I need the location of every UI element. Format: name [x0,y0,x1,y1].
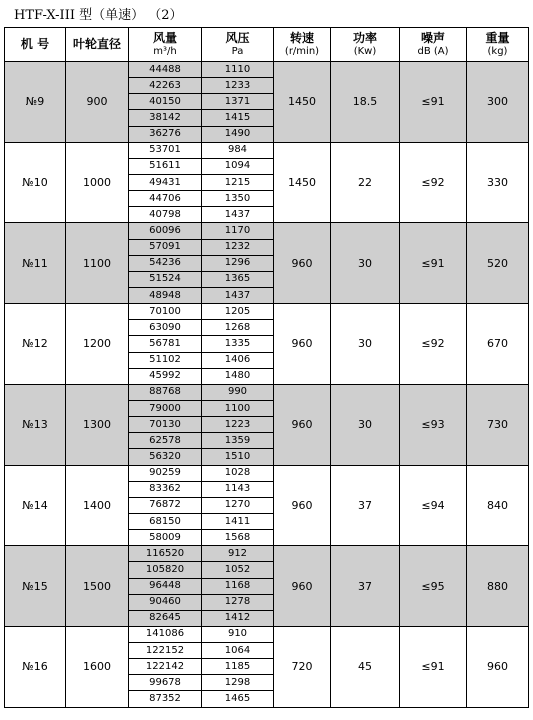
noise-cell: ≤95 [400,546,467,627]
noise-cell: ≤91 [400,62,467,143]
header-flow: 风量 m³/h [129,28,202,62]
weight-cell: 960 [467,626,529,707]
model-cell: №13 [5,384,66,465]
flow-cell: 54236 [129,255,202,271]
table-row [5,304,529,320]
pressure-cell: 910 [202,626,274,642]
power-cell: 30 [331,304,400,385]
pressure-cell: 1406 [202,352,274,368]
flow-cell: 60096 [129,223,202,239]
header-speed: 转速 (r/min) [274,28,331,62]
header-model: 机 号 [5,28,66,62]
speed-cell: 960 [274,465,331,546]
pressure-cell: 1094 [202,158,274,174]
speed-cell: 720 [274,626,331,707]
pressure-cell: 1223 [202,417,274,433]
flow-cell: 83362 [129,481,202,497]
impeller-cell: 1200 [66,304,129,385]
flow-cell: 105820 [129,562,202,578]
table-row [5,465,529,481]
flow-cell: 88768 [129,384,202,400]
impeller-cell: 1000 [66,142,129,223]
flow-cell: 40798 [129,207,202,223]
impeller-cell: 1300 [66,384,129,465]
flow-cell: 63090 [129,320,202,336]
weight-cell: 880 [467,546,529,627]
impeller-cell: 1100 [66,223,129,304]
flow-cell: 44488 [129,62,202,78]
impeller-cell: 1400 [66,465,129,546]
flow-cell: 56320 [129,449,202,465]
model-cell: №12 [5,304,66,385]
pressure-cell: 1052 [202,562,274,578]
pressure-cell: 1205 [202,304,274,320]
flow-cell: 56781 [129,336,202,352]
flow-cell: 76872 [129,497,202,513]
weight-cell: 520 [467,223,529,304]
noise-cell: ≤91 [400,626,467,707]
speed-cell: 960 [274,384,331,465]
pressure-cell: 1215 [202,174,274,190]
weight-cell: 670 [467,304,529,385]
noise-cell: ≤92 [400,142,467,223]
pressure-cell: 1371 [202,94,274,110]
pressure-cell: 1100 [202,400,274,416]
power-cell: 18.5 [331,62,400,143]
pressure-cell: 1359 [202,433,274,449]
flow-cell: 53701 [129,142,202,158]
power-cell: 37 [331,465,400,546]
flow-cell: 45992 [129,368,202,384]
pressure-cell: 1064 [202,643,274,659]
flow-cell: 96448 [129,578,202,594]
noise-cell: ≤94 [400,465,467,546]
header-row [5,28,529,62]
weight-cell: 730 [467,384,529,465]
pressure-cell: 1510 [202,449,274,465]
speed-cell: 960 [274,304,331,385]
impeller-cell: 1500 [66,546,129,627]
pressure-cell: 1350 [202,191,274,207]
pressure-cell: 1335 [202,336,274,352]
pressure-cell: 1568 [202,530,274,546]
header-power: 功率 (Kw) [331,28,400,62]
flow-cell: 122142 [129,659,202,675]
pressure-cell: 1437 [202,287,274,303]
header-impeller: 叶轮直径 [66,28,129,62]
flow-cell: 99678 [129,675,202,691]
pressure-cell: 1143 [202,481,274,497]
flow-cell: 51524 [129,271,202,287]
model-cell: №15 [5,546,66,627]
flow-cell: 42263 [129,78,202,94]
flow-cell: 51611 [129,158,202,174]
pressure-cell: 1465 [202,691,274,707]
flow-cell: 36276 [129,126,202,142]
pressure-cell: 1268 [202,320,274,336]
flow-cell: 38142 [129,110,202,126]
pressure-cell: 1411 [202,513,274,529]
flow-cell: 68150 [129,513,202,529]
weight-cell: 300 [467,62,529,143]
flow-cell: 82645 [129,610,202,626]
flow-cell: 44706 [129,191,202,207]
pressure-cell: 1233 [202,78,274,94]
pressure-cell: 912 [202,546,274,562]
pressure-cell: 1412 [202,610,274,626]
power-cell: 45 [331,626,400,707]
page-title: HTF-X-III 型（单速） （2） [14,8,183,23]
pressure-cell: 1365 [202,271,274,287]
table-row [5,384,529,400]
model-cell: №10 [5,142,66,223]
pressure-cell: 1298 [202,675,274,691]
pressure-cell: 1415 [202,110,274,126]
flow-cell: 48948 [129,287,202,303]
table-row [5,142,529,158]
power-cell: 37 [331,546,400,627]
model-cell: №14 [5,465,66,546]
flow-cell: 70100 [129,304,202,320]
pressure-cell: 1437 [202,207,274,223]
speed-cell: 960 [274,546,331,627]
pressure-cell: 990 [202,384,274,400]
flow-cell: 70130 [129,417,202,433]
header-pressure: 风压 Pa [202,28,274,62]
pressure-cell: 1296 [202,255,274,271]
table-body [5,62,529,708]
noise-cell: ≤92 [400,304,467,385]
flow-cell: 141086 [129,626,202,642]
flow-cell: 87352 [129,691,202,707]
impeller-cell: 900 [66,62,129,143]
pressure-cell: 1270 [202,497,274,513]
header-weight: 重量 (kg) [467,28,529,62]
speed-cell: 1450 [274,62,331,143]
pressure-cell: 1490 [202,126,274,142]
pressure-cell: 1110 [202,62,274,78]
flow-cell: 116520 [129,546,202,562]
speed-cell: 1450 [274,142,331,223]
flow-cell: 57091 [129,239,202,255]
flow-cell: 90460 [129,594,202,610]
fan-spec-table [4,27,529,708]
pressure-cell: 984 [202,142,274,158]
flow-cell: 122152 [129,643,202,659]
noise-cell: ≤91 [400,223,467,304]
power-cell: 22 [331,142,400,223]
pressure-cell: 1232 [202,239,274,255]
speed-cell: 960 [274,223,331,304]
table-row [5,546,529,562]
flow-cell: 58009 [129,530,202,546]
pressure-cell: 1168 [202,578,274,594]
power-cell: 30 [331,223,400,304]
pressure-cell: 1185 [202,659,274,675]
table-row [5,223,529,239]
flow-cell: 90259 [129,465,202,481]
model-cell: №9 [5,62,66,143]
table-row [5,626,529,642]
weight-cell: 840 [467,465,529,546]
pressure-cell: 1278 [202,594,274,610]
noise-cell: ≤93 [400,384,467,465]
flow-cell: 51102 [129,352,202,368]
pressure-cell: 1028 [202,465,274,481]
flow-cell: 49431 [129,174,202,190]
weight-cell: 330 [467,142,529,223]
pressure-cell: 1170 [202,223,274,239]
impeller-cell: 1600 [66,626,129,707]
flow-cell: 40150 [129,94,202,110]
table-row [5,62,529,78]
flow-cell: 62578 [129,433,202,449]
pressure-cell: 1480 [202,368,274,384]
header-noise: 噪声 dB (A) [400,28,467,62]
power-cell: 30 [331,384,400,465]
flow-cell: 79000 [129,400,202,416]
model-cell: №16 [5,626,66,707]
model-cell: №11 [5,223,66,304]
